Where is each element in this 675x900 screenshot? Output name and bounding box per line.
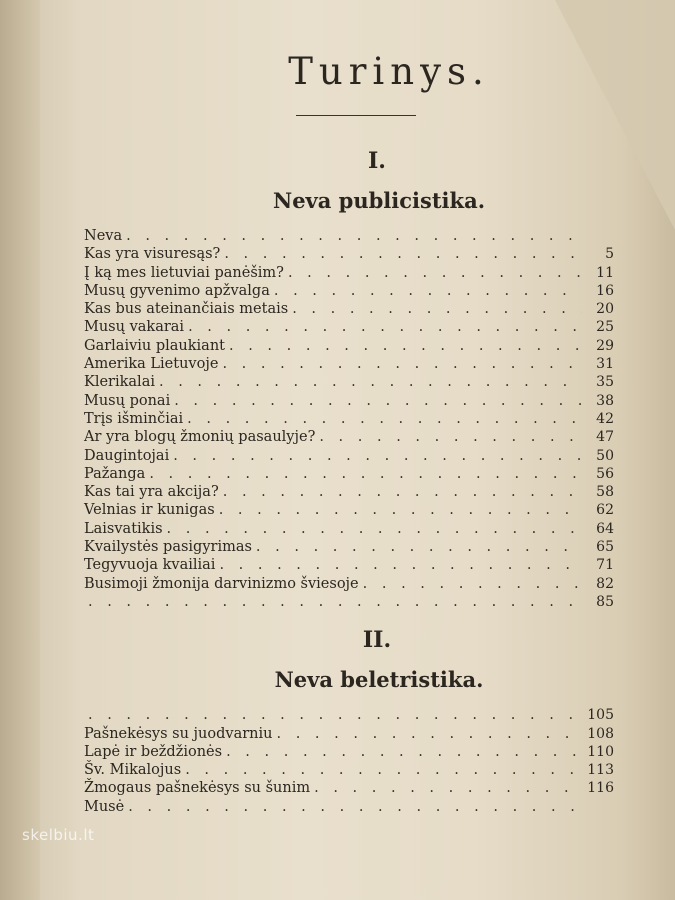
toc-entry — [84, 538, 614, 556]
toc-entry — [84, 373, 614, 391]
toc-entry-page: 25 — [596, 319, 614, 336]
toc-entry-title: Garlaiviu plaukiant — [84, 337, 225, 354]
toc-entry-title: Žmogaus pašnekėsys su šunim — [84, 780, 311, 797]
toc-entry-page: 31 — [596, 356, 614, 373]
dot-leader — [229, 337, 582, 355]
toc-entry-page: 58 — [596, 484, 614, 501]
toc-entry-page: 108 — [587, 725, 614, 742]
toc-entry-page: 42 — [596, 410, 614, 427]
toc-entry-title: Kas tai yra akcija? — [84, 484, 219, 501]
toc-entry-page: 16 — [596, 282, 614, 299]
toc-entry-title: Neva — [84, 228, 123, 244]
dot-leader — [128, 798, 582, 816]
toc-entry-title: Laisvatikis — [84, 520, 163, 537]
toc-entry — [84, 282, 614, 300]
toc-entry — [84, 245, 614, 263]
toc-entry-page: 38 — [596, 392, 614, 409]
toc-entry — [84, 798, 614, 816]
dot-leader — [363, 575, 582, 593]
toc-entry-title: Kvailystės pasigyrimas — [84, 539, 252, 556]
page-left-edge — [0, 0, 40, 900]
toc-entry — [84, 318, 614, 336]
toc-entry — [84, 410, 614, 428]
toc-entry — [84, 392, 614, 410]
toc-entry-page: 113 — [587, 762, 614, 779]
toc-entry — [84, 779, 614, 797]
toc-entry-page: 35 — [596, 374, 614, 391]
toc-entry-page: 5 — [605, 246, 614, 263]
toc-entry-title: Musų vakarai — [84, 319, 185, 336]
toc-entry-title: Musė — [84, 798, 125, 815]
toc-entry — [84, 706, 614, 724]
toc-entry-title: Šv. Mikalojus — [84, 762, 182, 779]
toc-entry-page: 71 — [596, 557, 614, 574]
toc-entry-title: Daugintojai — [84, 447, 170, 464]
toc-entry-page: 105 — [587, 707, 614, 724]
dot-leader — [173, 447, 582, 465]
toc-entry-title: Busimoji žmonija darvinizmo šviesoje — [84, 575, 359, 592]
toc-entry-title: Musų ponai — [84, 392, 171, 409]
toc-entry-page: 29 — [596, 337, 614, 354]
toc-entry-page: 20 — [596, 301, 614, 318]
toc-entry — [84, 264, 614, 282]
toc-entry-title: Velnias ir kunigas — [84, 502, 215, 519]
toc-entry-page: 50 — [596, 447, 614, 464]
toc-entry — [84, 465, 614, 483]
toc-entry-page: 65 — [596, 539, 614, 556]
toc-entry-page: 110 — [587, 743, 614, 760]
section-number-1: I. — [368, 148, 386, 174]
toc-entry-page: 82 — [596, 575, 614, 592]
dot-leader — [88, 706, 582, 724]
toc-entry — [84, 227, 614, 245]
toc-entry — [84, 593, 614, 611]
toc-entry-title: Pažanga — [84, 465, 146, 482]
dot-leader — [288, 264, 582, 282]
toc-entry — [84, 556, 614, 574]
toc-entry — [84, 725, 614, 743]
dot-leader — [126, 227, 582, 245]
dot-leader — [167, 520, 582, 538]
toc-entry-page: 56 — [596, 465, 614, 482]
section-number-2: II. — [362, 627, 392, 654]
toc-entry-title: Amerika Lietuvoje — [84, 356, 219, 373]
toc-entry-title: Musų gyvenimo apžvalga — [84, 282, 270, 299]
toc-entry — [84, 501, 614, 519]
toc-entry — [84, 761, 614, 779]
toc-entry — [84, 447, 614, 465]
title-divider — [296, 115, 416, 116]
toc-entry-title: Tegyvuoja kvailiai — [84, 557, 216, 574]
dot-leader — [159, 373, 582, 391]
table-of-contents — [84, 40, 614, 816]
dot-leader — [274, 282, 582, 300]
toc-list-2 — [84, 706, 614, 816]
dot-leader — [185, 761, 582, 779]
toc-entry-page: 47 — [596, 429, 614, 446]
toc-entry-title: Lapė ir beždžionės — [84, 743, 223, 760]
dot-leader — [188, 318, 582, 336]
dot-leader — [314, 779, 582, 797]
toc-entry-title: Trįs išminčiai — [84, 410, 184, 427]
section-heading-2: Neva beletristika. — [274, 667, 484, 693]
dot-leader — [224, 245, 582, 263]
dot-leader — [149, 465, 582, 483]
dot-leader — [174, 392, 582, 410]
toc-entry — [84, 355, 614, 373]
toc-entry — [84, 520, 614, 538]
toc-entry-page: 116 — [587, 780, 614, 797]
dot-leader — [256, 538, 582, 556]
toc-entry-page: 62 — [596, 502, 614, 519]
toc-entry — [84, 337, 614, 355]
toc-entry — [84, 483, 614, 501]
toc-entry-title: Klerikalai — [84, 374, 155, 391]
dot-leader — [88, 593, 582, 611]
dot-leader — [219, 501, 582, 519]
toc-entry-title: Kas yra visuresąs? — [84, 246, 221, 263]
dot-leader — [319, 428, 582, 446]
toc-entry — [84, 300, 614, 318]
toc-list-1 — [84, 227, 614, 611]
toc-entry-page: 85 — [596, 593, 614, 610]
toc-entry — [84, 743, 614, 761]
dot-leader — [276, 725, 582, 743]
toc-entry-page: 11 — [596, 264, 614, 281]
toc-entry — [84, 575, 614, 593]
page-title: Turinys. — [288, 50, 490, 93]
toc-entry-title: Kas bus ateinančiais metais — [84, 301, 289, 318]
dot-leader — [222, 355, 582, 373]
dot-leader — [187, 410, 582, 428]
dot-leader — [219, 556, 582, 574]
dot-leader — [226, 743, 582, 761]
section-heading-1: Neva publicistika. — [273, 188, 485, 213]
toc-entry — [84, 428, 614, 446]
toc-entry-title: Pašnekėsys su juodvarniu — [84, 725, 273, 742]
toc-entry-title: Ar yra blogų žmonių pasaulyje? — [84, 429, 316, 446]
dot-leader — [292, 300, 582, 318]
site-watermark: skelbiu.lt — [22, 826, 95, 844]
toc-entry-page: 64 — [596, 520, 614, 537]
dot-leader — [223, 483, 582, 501]
toc-entry-title: Į ką mes lietuviai panėšim? — [84, 264, 284, 281]
